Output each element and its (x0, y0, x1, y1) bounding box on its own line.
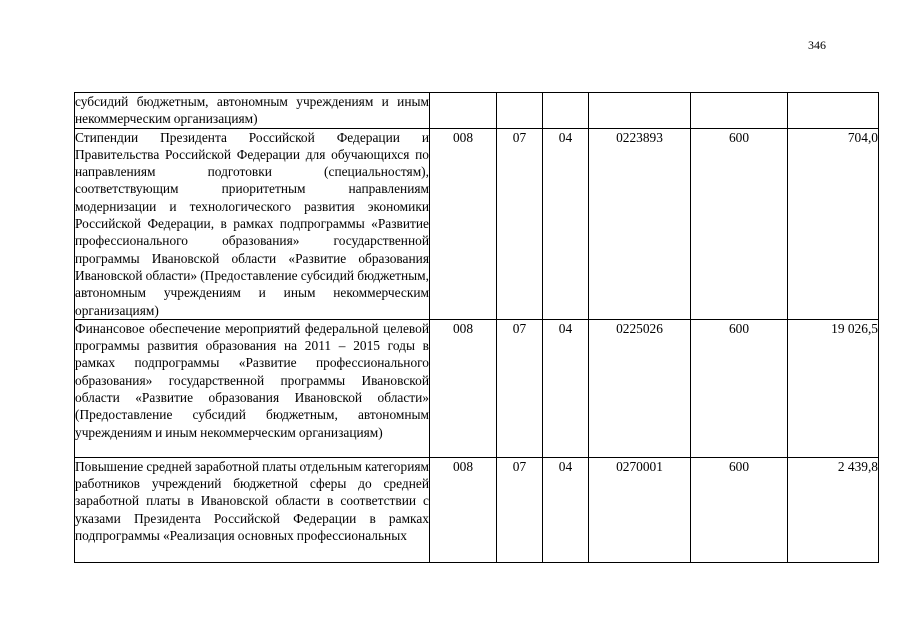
table-row (75, 93, 879, 129)
page-number: 346 (808, 38, 826, 52)
target-item-code (589, 93, 691, 129)
section-code: 07 (497, 319, 543, 457)
table-row (75, 457, 879, 562)
ministry-code: 008 (430, 457, 497, 562)
expense-type-code: 600 (691, 128, 788, 319)
expense-type-code: 600 (691, 319, 788, 457)
ministry-code: 008 (430, 319, 497, 457)
section-code: 07 (497, 128, 543, 319)
budget-table (74, 92, 879, 563)
target-item-code: 0225026 (589, 319, 691, 457)
expense-type-code: 600 (691, 457, 788, 562)
row-description: Стипендии Президента Российской Федерации и Правительства Российской Федерации для обучающихся по направлениям подготовки (специальностям), соответствующим приоритетным направлениям модернизации и технологического развития экономики Российской Федерации, в рамках подпрограммы «Развитие профессионального образования» государственной программы Ивановской области «Развитие образования Ивановской области» (Предоставление субсидий бюджетным, автономным учреждениям и иным некоммерческим организациям) (75, 129, 429, 318)
amount: 704,0 (788, 128, 879, 319)
table-row (75, 128, 879, 319)
row-description: Финансовое обеспечение мероприятий федеральной целевой программы развития образования на 2011 – 2015 годы в рамках подпрограммы «Развитие профессионального образования» государственной программы Ивановской области «Развитие образования Ивановской области» (Предоставление субсидий бюджетным, автономным учреждениям и иным некоммерческим организациям) (75, 319, 430, 457)
ministry-code: 008 (430, 128, 497, 319)
amount: 2 439,8 (788, 457, 879, 562)
row-description: Повышение средней заработной платы отдельным категориям работников учреждений бюджетной сферы до средней заработной платы в Ивановской области в соответствии с указами Президента Российской Федерации в рамках подпрограммы «Реализация основных профессиональных (75, 457, 430, 562)
table-row (75, 319, 879, 457)
ministry-code (430, 93, 497, 129)
amount: 19 026,5 (788, 319, 879, 457)
section-code: 07 (497, 457, 543, 562)
section-code (497, 93, 543, 129)
expense-type-code (691, 93, 788, 129)
subsection-code (543, 93, 589, 129)
target-item-code: 0223893 (589, 128, 691, 319)
subsection-code: 04 (543, 457, 589, 562)
subsection-code: 04 (543, 319, 589, 457)
row-description: субсидий бюджетным, автономным учреждениям и иным некоммерческим организациям) (75, 94, 429, 127)
amount (788, 93, 879, 129)
target-item-code: 0270001 (589, 457, 691, 562)
subsection-code: 04 (543, 128, 589, 319)
